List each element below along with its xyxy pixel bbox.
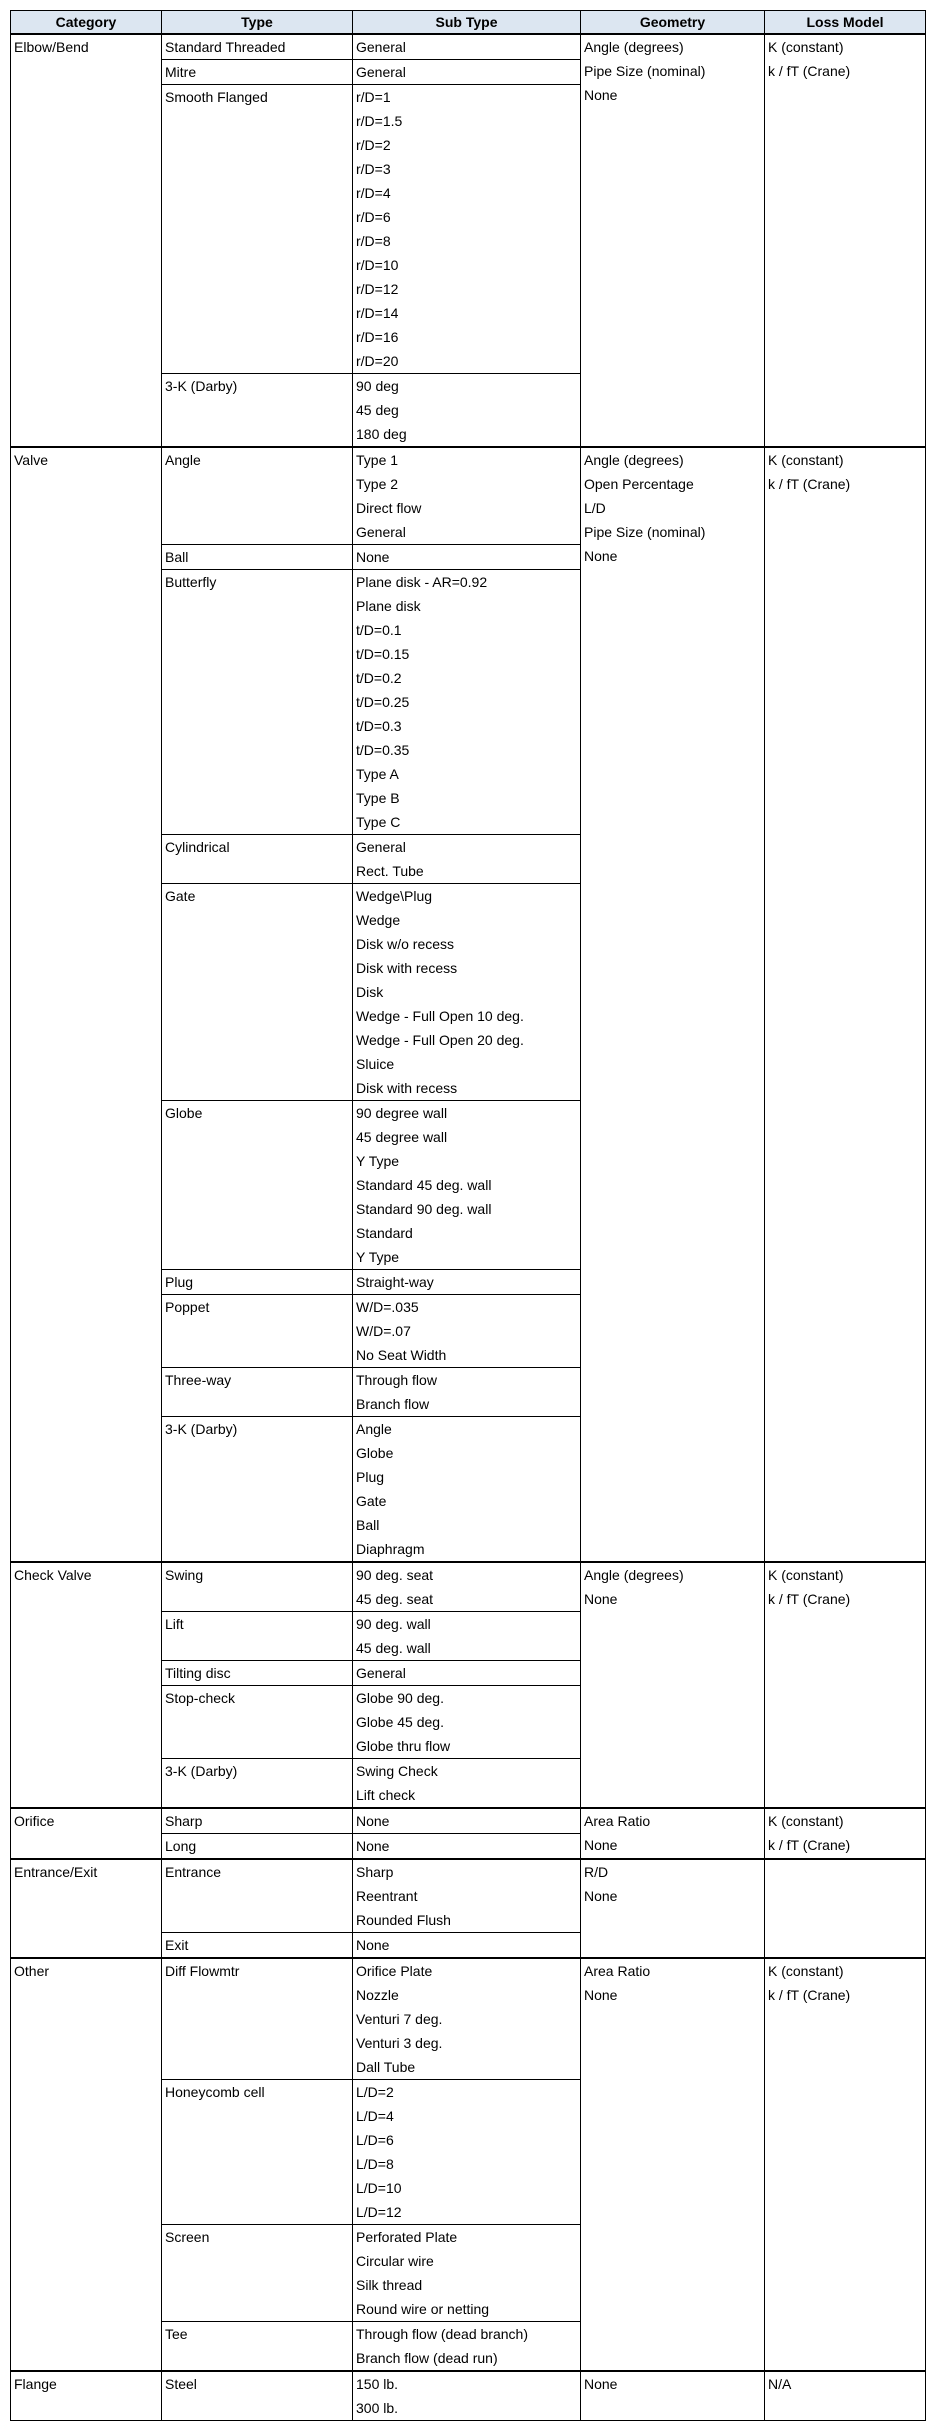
type-cell (162, 2322, 353, 2372)
type-cell (162, 34, 353, 60)
geometry-cell (581, 2371, 765, 2421)
sub-type-cell (353, 1562, 581, 1612)
sub-type-item: t/D=0.35 (356, 742, 410, 758)
sub-type-item: Perforated Plate (356, 2229, 458, 2245)
geometry-item: L/D (584, 500, 606, 516)
sub-type-item: r/D=3 (356, 161, 391, 177)
sub-type-item: L/D=8 (356, 2156, 394, 2172)
sub-type-item: Through flow (356, 1372, 437, 1388)
loss-model-item: K (constant) (768, 1963, 844, 1979)
sub-type-item: Direct flow (356, 500, 422, 516)
sub-type-item: Sharp (356, 1864, 394, 1880)
sub-type-item: r/D=1 (356, 89, 391, 105)
sub-type-item: Standard 45 deg. wall (356, 1177, 492, 1193)
category-cell (11, 1958, 162, 2371)
geometry-item: Angle (degrees) (584, 39, 684, 55)
loss-model-cell (765, 1958, 926, 2371)
type-cell (162, 835, 353, 884)
loss-model-item: K (constant) (768, 39, 844, 55)
loss-model-item: k / fT (Crane) (768, 476, 851, 492)
type-cell (162, 1933, 353, 1959)
type-label: Mitre (165, 64, 197, 80)
sub-type-item: Reentrant (356, 1888, 418, 1904)
type-label: Butterfly (165, 574, 217, 590)
type-label: Stop-check (165, 1690, 236, 1706)
type-cell (162, 1562, 353, 1612)
type-cell (162, 2080, 353, 2225)
sub-type-item: Straight-way (356, 1274, 434, 1290)
table-row (11, 1859, 926, 1933)
geometry-item: Open Percentage (584, 476, 694, 492)
type-label: Diff Flowmtr (165, 1963, 240, 1979)
geometry-item: None (584, 1888, 618, 1904)
category-label: Flange (14, 2376, 57, 2392)
sub-type-cell (353, 1368, 581, 1417)
sub-type-item: Venturi 7 deg. (356, 2011, 443, 2027)
geometry-item: Area Ratio (584, 1963, 651, 1979)
sub-type-item: Lift check (356, 1787, 416, 1803)
sub-type-cell (353, 1270, 581, 1295)
sub-type-item: 90 degree wall (356, 1105, 448, 1121)
category-cell (11, 1562, 162, 1808)
geometry-cell (581, 1859, 765, 1958)
geometry-cell (581, 34, 765, 447)
sub-type-item: Round wire or netting (356, 2301, 490, 2317)
type-label: Steel (165, 2376, 197, 2392)
category-label: Entrance/Exit (14, 1864, 98, 1880)
type-label: 3-K (Darby) (165, 1421, 238, 1437)
type-cell (162, 1808, 353, 1834)
sub-type-item: W/D=.07 (356, 1323, 411, 1339)
sub-type-item: Globe thru flow (356, 1738, 451, 1754)
sub-type-cell (353, 1295, 581, 1368)
sub-type-item: Y Type (356, 1249, 400, 1265)
sub-type-cell (353, 1958, 581, 2080)
geometry-item: Angle (degrees) (584, 1567, 684, 1583)
sub-type-item: t/D=0.3 (356, 718, 402, 734)
sub-type-cell (353, 1686, 581, 1759)
sub-type-item: 180 deg (356, 426, 407, 442)
sub-type-item: Y Type (356, 1153, 400, 1169)
sub-type-cell (353, 1417, 581, 1563)
sub-type-cell (353, 1834, 581, 1860)
sub-type-item: Silk thread (356, 2277, 423, 2293)
geometry-cell (581, 1562, 765, 1808)
sub-type-item: L/D=10 (356, 2180, 402, 2196)
sub-type-item: r/D=20 (356, 353, 399, 369)
sub-type-item: L/D=2 (356, 2084, 394, 2100)
sub-type-cell (353, 545, 581, 570)
sub-type-item: t/D=0.15 (356, 646, 410, 662)
header-category: Category (11, 11, 162, 35)
type-cell (162, 1417, 353, 1563)
sub-type-cell (353, 1101, 581, 1270)
table-row (11, 1808, 926, 1834)
type-cell (162, 1612, 353, 1661)
loss-model-item: k / fT (Crane) (768, 63, 851, 79)
type-label: Long (165, 1838, 197, 1854)
category-cell (11, 1859, 162, 1958)
sub-type-item: L/D=4 (356, 2108, 394, 2124)
sub-type-item: Wedge - Full Open 10 deg. (356, 1008, 524, 1024)
sub-type-item: Gate (356, 1493, 387, 1509)
sub-type-item: Branch flow (dead run) (356, 2350, 498, 2366)
sub-type-item: General (356, 839, 406, 855)
sub-type-item: Type B (356, 790, 400, 806)
table-row (11, 1562, 926, 1612)
sub-type-item: General (356, 1665, 406, 1681)
type-label: 3-K (Darby) (165, 378, 238, 394)
geometry-item: Angle (degrees) (584, 452, 684, 468)
sub-type-item: Wedge\Plug (356, 888, 433, 904)
type-cell (162, 1101, 353, 1270)
sub-type-item: Rect. Tube (356, 863, 424, 879)
sub-type-cell (353, 1808, 581, 1834)
type-cell (162, 570, 353, 835)
sub-type-item: Venturi 3 deg. (356, 2035, 443, 2051)
sub-type-item: None (356, 1813, 390, 1829)
type-cell (162, 545, 353, 570)
type-cell (162, 374, 353, 448)
sub-type-item: r/D=2 (356, 137, 391, 153)
sub-type-item: r/D=8 (356, 233, 391, 249)
type-cell (162, 1661, 353, 1686)
type-label: Angle (165, 452, 201, 468)
header-sub-type: Sub Type (353, 11, 581, 35)
type-label: Exit (165, 1937, 189, 1953)
type-cell (162, 1368, 353, 1417)
type-cell (162, 85, 353, 374)
sub-type-item: W/D=.035 (356, 1299, 419, 1315)
sub-type-item: Plug (356, 1469, 385, 1485)
sub-type-item: None (356, 1937, 390, 1953)
sub-type-item: Wedge (356, 912, 401, 928)
sub-type-item: Disk with recess (356, 1080, 458, 1096)
geometry-item: None (584, 548, 618, 564)
geometry-item: Pipe Size (nominal) (584, 63, 706, 79)
sub-type-item: 300 lb. (356, 2400, 399, 2416)
geometry-item: None (584, 2376, 618, 2392)
geometry-cell (581, 1958, 765, 2371)
loss-model-item: k / fT (Crane) (768, 1591, 851, 1607)
type-label: Smooth Flanged (165, 89, 268, 105)
sub-type-cell (353, 60, 581, 85)
sub-type-item: Swing Check (356, 1763, 438, 1779)
sub-type-cell (353, 34, 581, 60)
type-cell (162, 1759, 353, 1809)
sub-type-cell (353, 447, 581, 545)
type-cell (162, 1859, 353, 1933)
sub-type-item: Diaphragm (356, 1541, 425, 1557)
sub-type-item: Nozzle (356, 1987, 399, 2003)
category-cell (11, 2371, 162, 2421)
header-geometry: Geometry (581, 11, 765, 35)
type-cell (162, 1834, 353, 1860)
type-cell (162, 447, 353, 545)
loss-model-item: K (constant) (768, 1567, 844, 1583)
header-type: Type (162, 11, 353, 35)
geometry-item: Pipe Size (nominal) (584, 524, 706, 540)
sub-type-item: None (356, 1838, 390, 1854)
loss-model-cell (765, 1562, 926, 1808)
header-row (11, 11, 926, 35)
sub-type-item: t/D=0.25 (356, 694, 410, 710)
sub-type-item: Ball (356, 1517, 380, 1533)
category-label: Valve (14, 452, 48, 468)
sub-type-cell (353, 2080, 581, 2225)
sub-type-item: 45 deg. wall (356, 1640, 431, 1656)
sub-type-item: r/D=1.5 (356, 113, 403, 129)
sub-type-item: Rounded Flush (356, 1912, 451, 1928)
sub-type-item: r/D=16 (356, 329, 399, 345)
sub-type-item: Circular wire (356, 2253, 434, 2269)
sub-type-item: r/D=10 (356, 257, 399, 273)
sub-type-item: 45 deg (356, 402, 399, 418)
sub-type-item: Disk (356, 984, 384, 1000)
table-body (11, 34, 926, 2421)
loss-model-cell (765, 1859, 926, 1958)
sub-type-item: L/D=12 (356, 2204, 402, 2220)
sub-type-item: 45 degree wall (356, 1129, 448, 1145)
type-label: Three-way (165, 1372, 232, 1388)
sub-type-item: Angle (356, 1421, 392, 1437)
sub-type-item: Globe 90 deg. (356, 1690, 444, 1706)
sub-type-item: Orifice Plate (356, 1963, 433, 1979)
loss-model-cell (765, 2371, 926, 2421)
sub-type-item: General (356, 39, 406, 55)
geometry-item: R/D (584, 1864, 609, 1880)
type-label: Cylindrical (165, 839, 230, 855)
sub-type-item: Disk with recess (356, 960, 458, 976)
sub-type-item: Standard 90 deg. wall (356, 1201, 492, 1217)
sub-type-item: Branch flow (356, 1396, 430, 1412)
sub-type-cell (353, 2225, 581, 2322)
category-label: Elbow/Bend (14, 39, 89, 55)
type-label: Tilting disc (165, 1665, 231, 1681)
sub-type-item: 90 deg (356, 378, 399, 394)
category-cell (11, 1808, 162, 1859)
sub-type-item: r/D=4 (356, 185, 391, 201)
sub-type-cell (353, 374, 581, 448)
sub-type-item: General (356, 524, 406, 540)
sub-type-item: Type 2 (356, 476, 399, 492)
type-label: Globe (165, 1105, 203, 1121)
loss-model-item: k / fT (Crane) (768, 1837, 851, 1853)
type-cell (162, 2225, 353, 2322)
geometry-item: None (584, 1987, 618, 2003)
header-loss-model: Loss Model (765, 11, 926, 35)
sub-type-item: Type A (356, 766, 399, 782)
sub-type-item: General (356, 64, 406, 80)
sub-type-cell (353, 570, 581, 835)
sub-type-item: Disk w/o recess (356, 936, 455, 952)
type-cell (162, 884, 353, 1101)
type-cell (162, 1270, 353, 1295)
type-label: Swing (165, 1567, 204, 1583)
loss-model-cell (765, 34, 926, 447)
sub-type-item: Dall Tube (356, 2059, 416, 2075)
geometry-item: None (584, 1837, 618, 1853)
table-row (11, 1958, 926, 2080)
sub-type-item: Sluice (356, 1056, 395, 1072)
type-label: 3-K (Darby) (165, 1763, 238, 1779)
sub-type-cell (353, 1661, 581, 1686)
type-cell (162, 1686, 353, 1759)
sub-type-cell (353, 2322, 581, 2372)
type-cell (162, 1295, 353, 1368)
type-label: Tee (165, 2326, 188, 2342)
loss-model-cell (765, 447, 926, 1562)
sub-type-item: 90 deg. wall (356, 1616, 431, 1632)
sub-type-item: Through flow (dead branch) (356, 2326, 528, 2342)
category-label: Check Valve (14, 1567, 92, 1583)
type-cell (162, 2371, 353, 2421)
geometry-item: None (584, 87, 618, 103)
loss-model-item: K (constant) (768, 1813, 844, 1829)
category-cell (11, 34, 162, 447)
sub-type-cell (353, 1759, 581, 1809)
type-label: Ball (165, 549, 189, 565)
geometry-cell (581, 1808, 765, 1859)
geometry-item: None (584, 1591, 618, 1607)
type-label: Entrance (165, 1864, 222, 1880)
type-label: Sharp (165, 1813, 203, 1829)
sub-type-cell (353, 2371, 581, 2421)
loss-model-item: k / fT (Crane) (768, 1987, 851, 2003)
type-label: Poppet (165, 1299, 210, 1315)
loss-model-item: N/A (768, 2376, 792, 2392)
sub-type-item: 150 lb. (356, 2376, 399, 2392)
sub-type-item: Type C (356, 814, 401, 830)
category-cell (11, 447, 162, 1562)
sub-type-item: r/D=14 (356, 305, 399, 321)
sub-type-item: None (356, 549, 390, 565)
type-label: Honeycomb cell (165, 2084, 265, 2100)
loss-model-item: K (constant) (768, 452, 844, 468)
loss-model-table (10, 10, 926, 2421)
type-label: Plug (165, 1274, 194, 1290)
sub-type-cell (353, 85, 581, 374)
sub-type-item: Type 1 (356, 452, 399, 468)
sub-type-cell (353, 884, 581, 1101)
sub-type-cell (353, 835, 581, 884)
sub-type-item: L/D=6 (356, 2132, 394, 2148)
table-row (11, 2371, 926, 2421)
sub-type-item: t/D=0.1 (356, 622, 402, 638)
sub-type-item: 90 deg. seat (356, 1567, 434, 1583)
type-label: Gate (165, 888, 196, 904)
geometry-item: Area Ratio (584, 1813, 651, 1829)
sub-type-item: 45 deg. seat (356, 1591, 434, 1607)
sub-type-item: Globe 45 deg. (356, 1714, 444, 1730)
loss-model-cell (765, 1808, 926, 1859)
category-label: Orifice (14, 1813, 55, 1829)
sub-type-cell (353, 1612, 581, 1661)
type-label: Lift (165, 1616, 184, 1632)
table-row (11, 447, 926, 545)
sub-type-item: Globe (356, 1445, 394, 1461)
sub-type-item: Plane disk - AR=0.92 (356, 574, 488, 590)
sub-type-item: r/D=12 (356, 281, 399, 297)
table-row (11, 34, 926, 60)
type-label: Standard Threaded (165, 39, 286, 55)
sub-type-item: t/D=0.2 (356, 670, 402, 686)
type-cell (162, 1958, 353, 2080)
sub-type-cell (353, 1859, 581, 1933)
type-cell (162, 60, 353, 85)
geometry-cell (581, 447, 765, 1562)
sub-type-item: Wedge - Full Open 20 deg. (356, 1032, 524, 1048)
type-label: Screen (165, 2229, 210, 2245)
sub-type-item: No Seat Width (356, 1347, 447, 1363)
sub-type-item: r/D=6 (356, 209, 391, 225)
sub-type-cell (353, 1933, 581, 1959)
sub-type-item: Standard (356, 1225, 413, 1241)
sub-type-item: Plane disk (356, 598, 421, 614)
category-label: Other (14, 1963, 50, 1979)
